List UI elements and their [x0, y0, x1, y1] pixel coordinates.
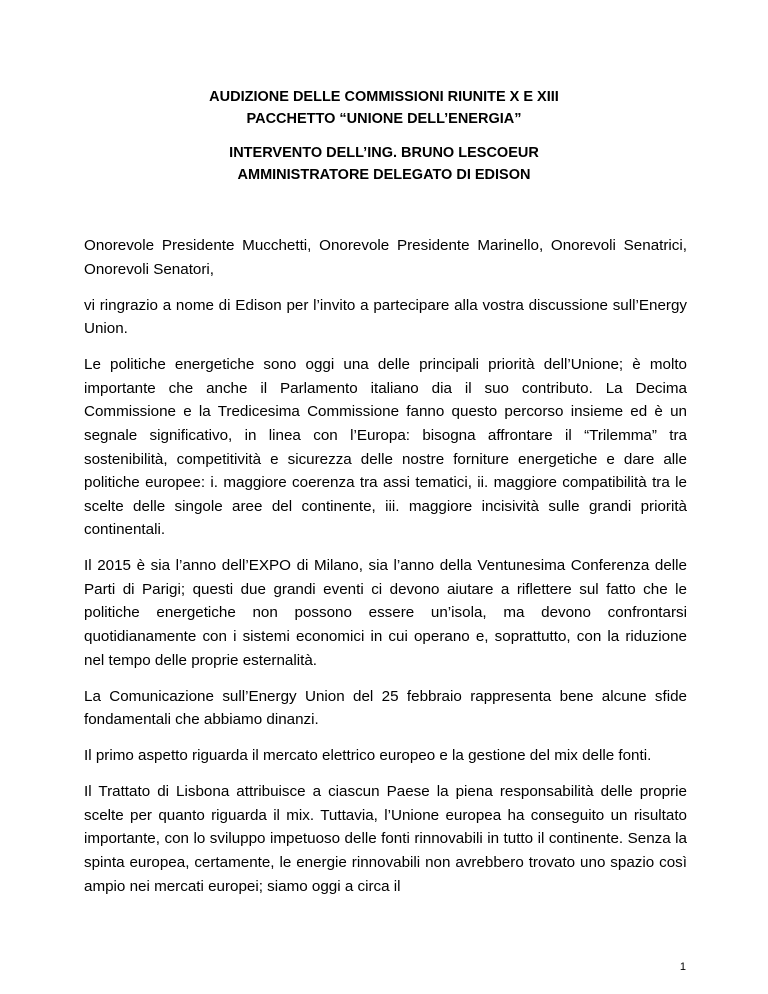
paragraph-thanks: vi ringrazio a nome di Edison per l’invito a partecipare alla vostra discussione sull’Energy Union. — [84, 296, 687, 338]
page-number: 1 — [679, 961, 686, 973]
header-line-pacchetto: PACCHETTO “UNIONE DELL’ENERGIA” — [246, 111, 522, 127]
document-header-title — [0, 86, 768, 130]
header-line-amministratore: AMMINISTRATORE DELEGATO DI EDISON — [237, 167, 531, 183]
header-line-audizione: AUDIZIONE DELLE COMMISSIONI RIUNITE X E XIII — [209, 89, 559, 105]
document-header-speaker — [0, 142, 768, 186]
paragraph-lisbon-treaty: Il Trattato di Lisbona attribuisce a ciascun Paese la piena responsabilità delle proprie scelte per quanto riguarda il mix. Tuttavia, l’Unione europea ha conseguito un risultato importante, con lo sviluppo impetuoso delle fonti rinnovabili in tutto il continente. Senza la spinta europea, certamente, le energie rinnovabili non avrebbero trovato uno spazio così ampio nei mercati europei; siamo oggi a circa il — [84, 783, 687, 895]
paragraph-communication: La Comunicazione sull’Energy Union del 25 febbraio rappresenta bene alcune sfide fondamentali che abbiamo dinanzi. — [84, 687, 687, 729]
paragraph-greeting: Onorevole Presidente Mucchetti, Onorevole Presidente Marinello, Onorevoli Senatrici, Onorevoli Senatori, — [84, 237, 687, 278]
paragraph-first-aspect: Il primo aspetto riguarda il mercato elettrico europeo e la gestione del mix delle fonti. — [84, 747, 652, 765]
paragraph-expo: Il 2015 è sia l’anno dell’EXPO di Milano, sia l’anno della Ventunesima Conferenza delle Parti di Parigi; questi due grandi eventi ci devono aiutare a riflettere sul fatto che le politiche energetiche non possono essere un’isola, ma devono confrontarsi quotidianamente con i sistemi economici in cui operano e, soprattutto, con la riduzione nel tempo delle proprie esternalità. — [84, 557, 687, 669]
header-line-intervento: INTERVENTO DELL’ING. BRUNO LESCOEUR — [229, 145, 539, 161]
paragraph-policies: Le politiche energetiche sono oggi una delle principali priorità dell’Unione; è molto importante che anche il Parlamento italiano dia il suo contributo. La Decima Commissione e la Tredicesima Commissione fanno questo percorso insieme ed è un segnale significativo, in linea con l’Europa: bisogna affrontare il “Trilemma” tra sostenibilità, competitività e sicurezza delle nostre forniture energetiche e dare alle politiche europee: i. maggiore coerenza tra assi tematici, ii. maggiore compatibilità tra le scelte delle singole aree del continente, iii. maggiore incisività sulle grandi priorità continentali. — [84, 356, 687, 539]
document-body — [84, 234, 687, 911]
